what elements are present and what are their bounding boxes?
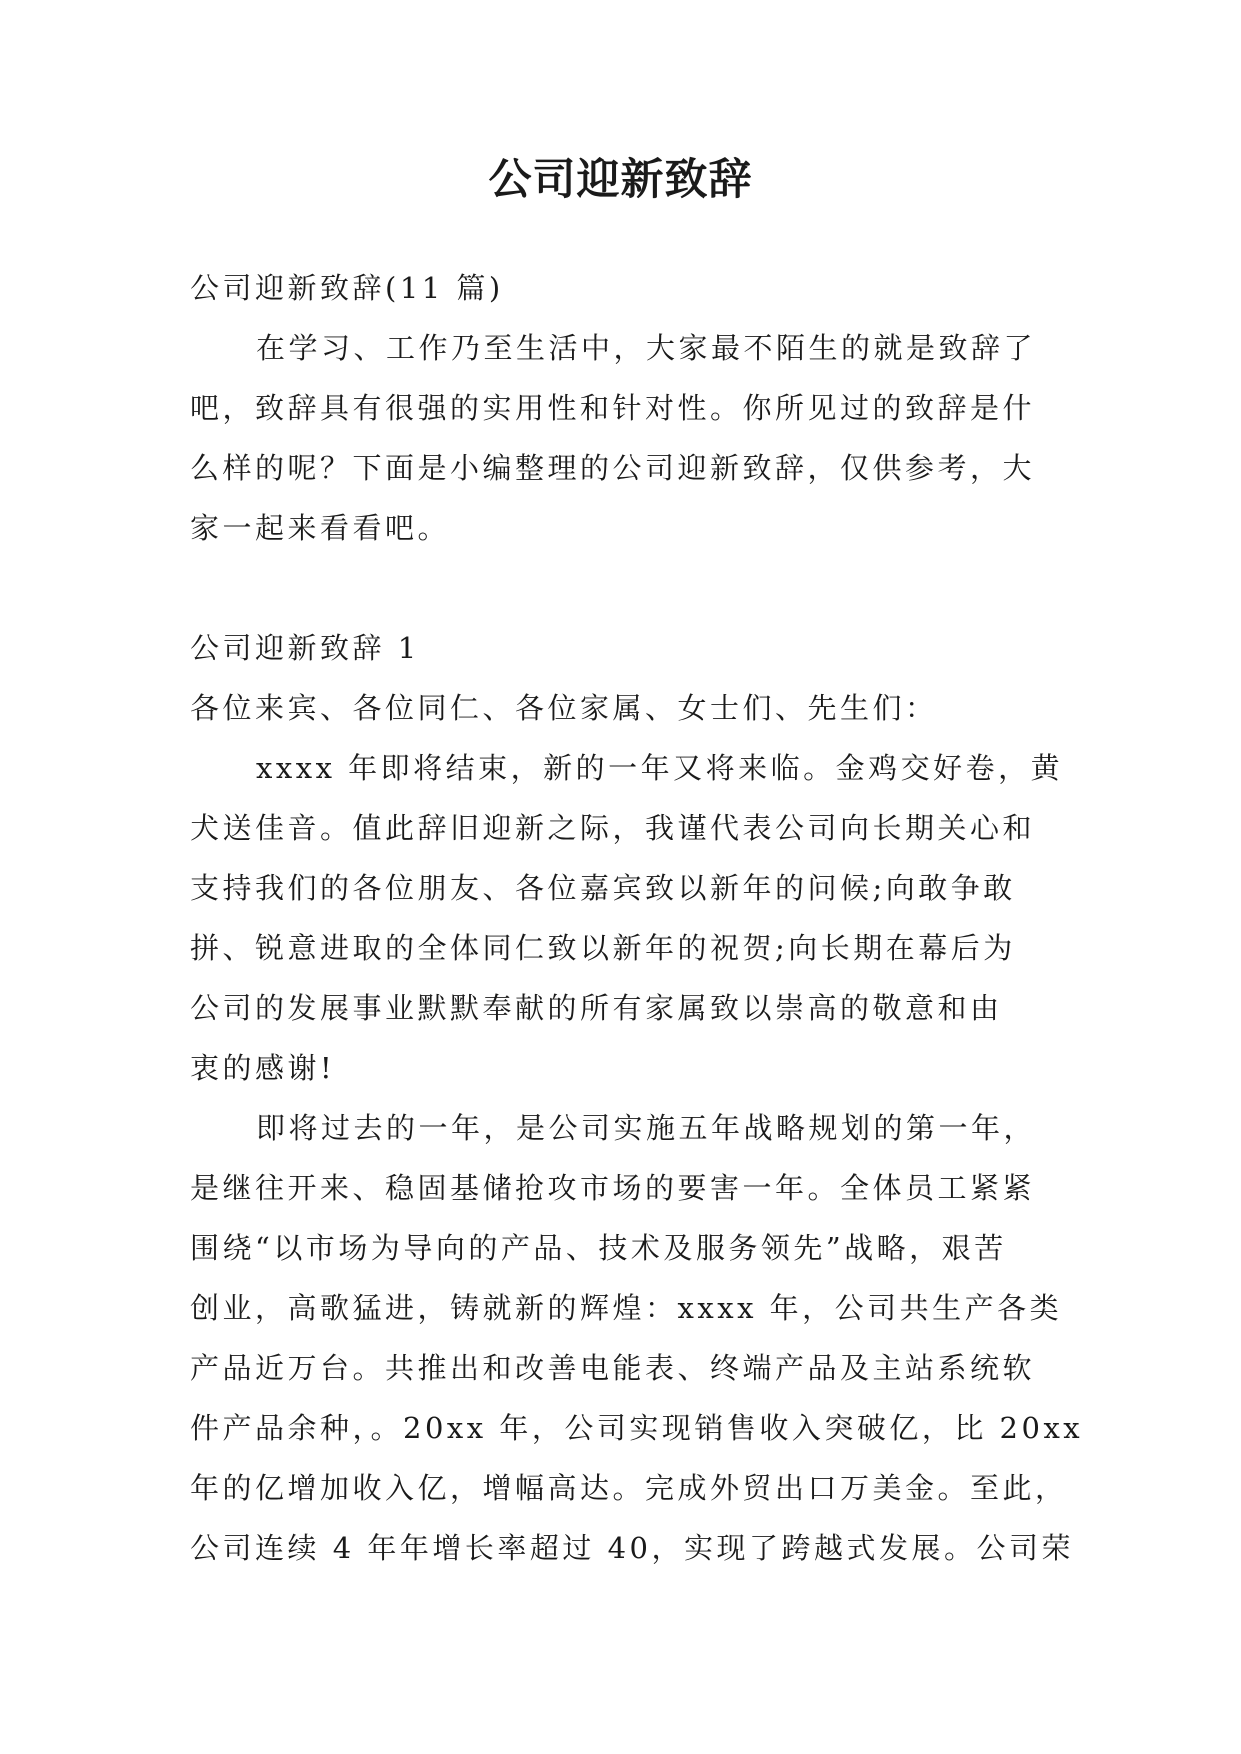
paragraph1-line: xxxx 年即将结束，新的一年又将来临。金鸡交好卷，黄 — [256, 751, 1064, 785]
paragraph1-line: 犬送佳音。值此辞旧迎新之际，我谨代表公司向长期关心和 — [190, 811, 1036, 845]
paragraph2-line: 件产品余种，。20xx 年，公司实现销售收入突破亿，比 20xx — [190, 1411, 1084, 1445]
paragraph-gap — [190, 558, 1050, 618]
intro-line: 家一起来看看吧。 — [190, 511, 451, 545]
document-title: 公司迎新致辞 — [488, 155, 753, 205]
paragraph2-line: 即将过去的一年，是公司实施五年战略规划的第一年， — [256, 1111, 1037, 1145]
paragraph1-line: 衷的感谢! — [190, 1051, 336, 1085]
paragraph2-line: 是继往开来、稳固基储抢攻市场的要害一年。全体员工紧紧 — [190, 1171, 1036, 1205]
paragraph2-line: 产品近万台。共推出和改善电能表、终端产品及主站系统软 — [190, 1351, 1036, 1385]
intro-line: 么样的呢？下面是小编整理的公司迎新致辞，仅供参考，大 — [190, 451, 1036, 485]
paragraph2-line: 年的亿增加收入亿，增幅高达。完成外贸出口万美金。至此， — [190, 1471, 1068, 1505]
paragraph2-line: 公司连续 4 年年增长率超过 40，实现了跨越式发展。公司荣 — [190, 1531, 1075, 1565]
paragraph1-line: 支持我们的各位朋友、各位嘉宾致以新年的问候;向敢争敢 — [190, 871, 1016, 905]
paragraph2-line: 创业，高歌猛进，铸就新的辉煌：xxxx 年，公司共生产各类 — [190, 1291, 1063, 1325]
paragraph1-line: 拼、锐意进取的全体同仁致以新年的祝贺;向长期在幕后为 — [190, 931, 1016, 965]
salutation: 各位来宾、各位同仁、各位家属、女士们、先生们： — [190, 691, 938, 725]
section-heading: 公司迎新致辞 1 — [190, 631, 420, 665]
intro-heading: 公司迎新致辞(11 篇) — [190, 271, 504, 305]
intro-line: 吧，致辞具有很强的实用性和针对性。你所见过的致辞是什 — [190, 391, 1036, 425]
document-body — [190, 258, 1084, 1578]
intro-line: 在学习、工作乃至生活中，大家最不陌生的就是致辞了 — [256, 331, 1037, 365]
paragraph2-line: 围绕“以市场为导向的产品、技术及服务领先”战略，艰苦 — [190, 1231, 1007, 1265]
paragraph1-line: 公司的发展事业默默奉献的所有家属致以崇高的敬意和由 — [190, 991, 1003, 1025]
